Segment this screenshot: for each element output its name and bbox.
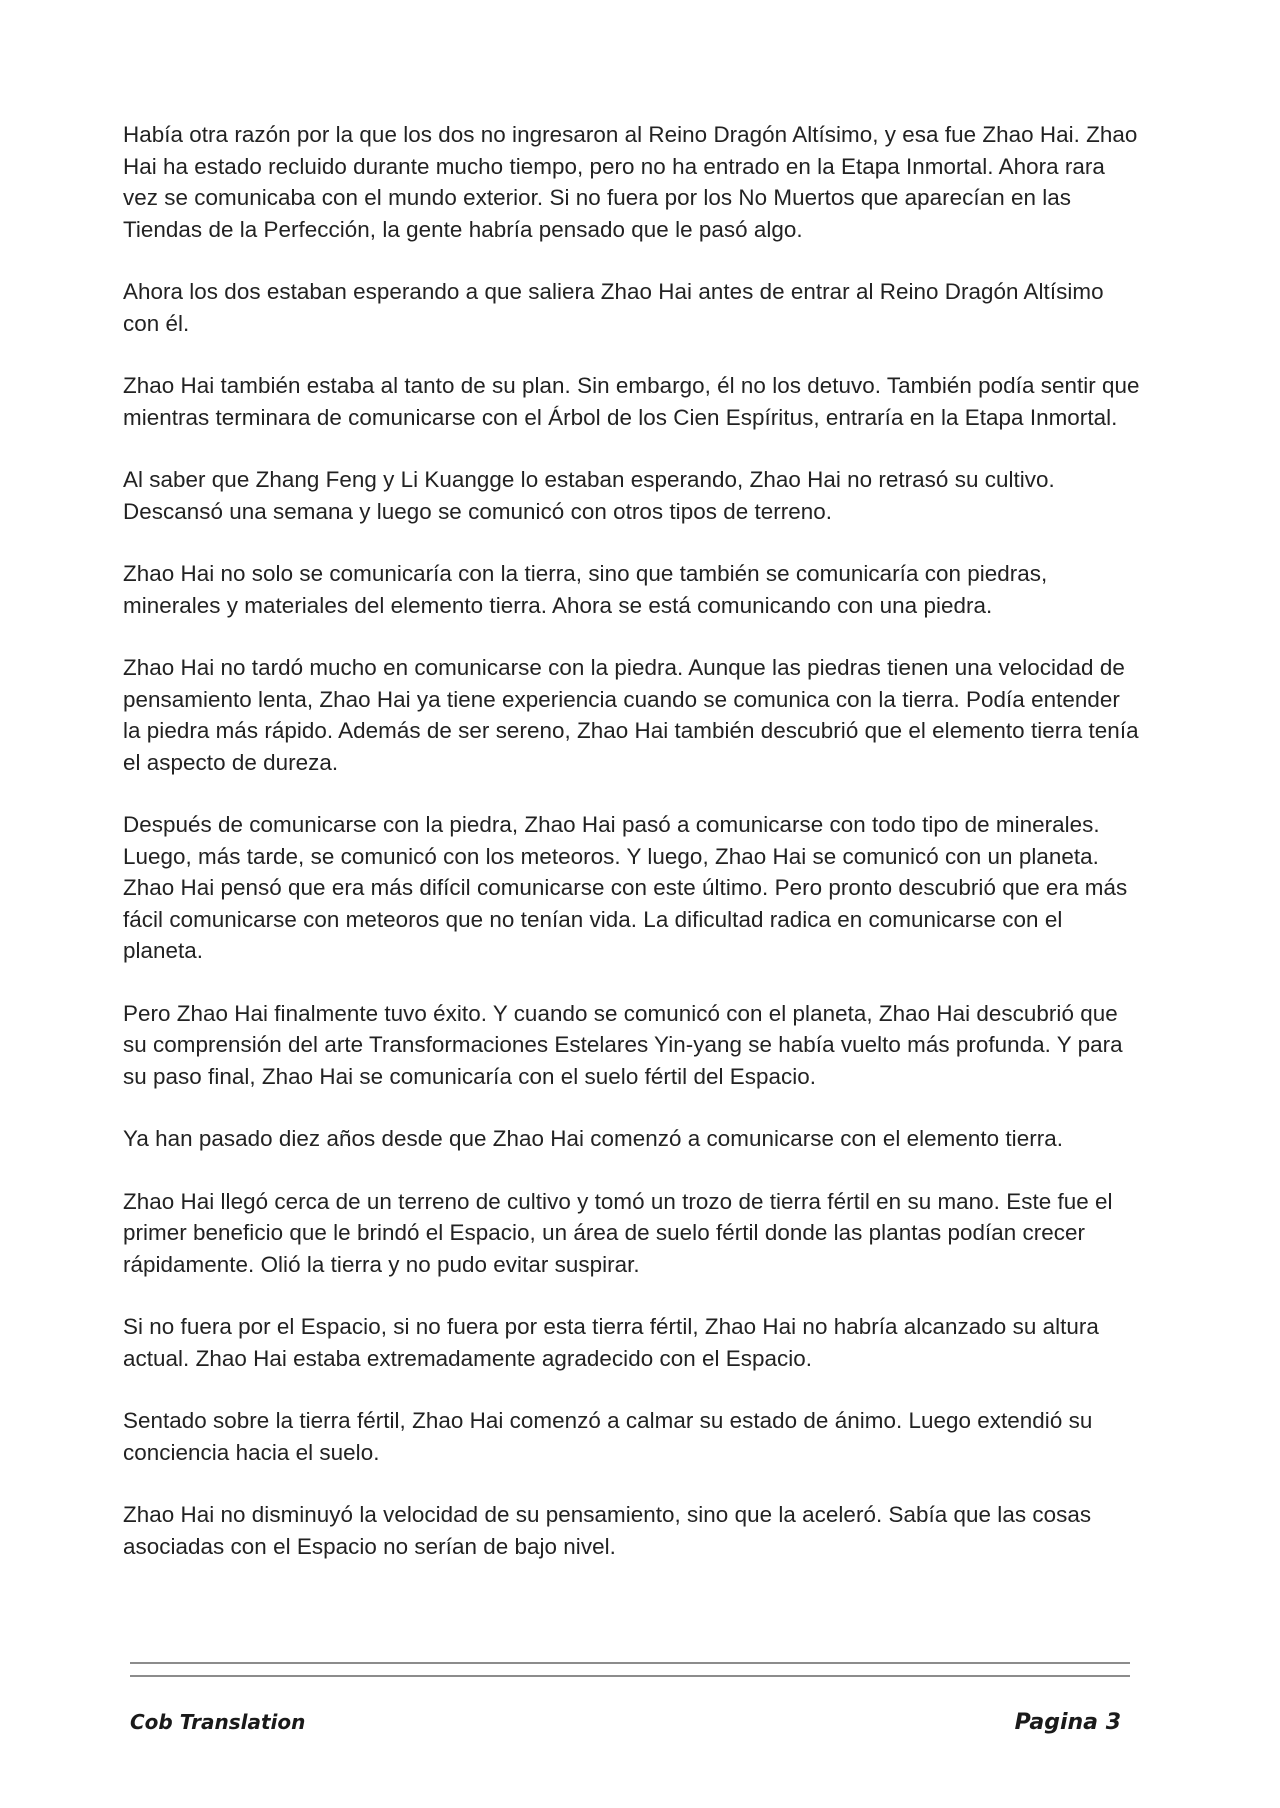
paragraph: Zhao Hai llegó cerca de un terreno de cultivo y tomó un trozo de tierra fértil en su mano. Este fue el primer beneficio que le brindó el Espacio, un área de suelo fértil donde las plantas podían crecer rápidamente. Olió la tierra y no pudo evitar suspirar.: [123, 1188, 1113, 1277]
footer-rule-top: [130, 1662, 1130, 1664]
document-body: [123, 119, 1143, 1593]
paragraph: Sentado sobre la tierra fértil, Zhao Hai comenzó a calmar su estado de ánimo. Luego extendió su conciencia hacia el suelo.: [123, 1408, 1093, 1465]
paragraph: Había otra razón por la que los dos no ingresaron al Reino Dragón Altísimo, y esa fue Zhao Hai. Zhao Hai ha estado recluido durante mucho tiempo, pero no ha entrado en la Etapa Inmortal. Ahora rara vez se comunicaba con el mundo exterior. Si no fuera por los No Muertos que aparecían en las Tiendas de la Perfección, la gente habría pensado que le pasó algo.: [123, 122, 1138, 242]
paragraph: Ahora los dos estaban esperando a que saliera Zhao Hai antes de entrar al Reino Dragón Altísimo con él.: [123, 279, 1104, 336]
paragraph: Después de comunicarse con la piedra, Zhao Hai pasó a comunicarse con todo tipo de minerales. Luego, más tarde, se comunicó con los meteoros. Y luego, Zhao Hai se comunicó con un planeta. Zhao Hai pensó que era más difícil comunicarse con este último. Pero pronto descubrió que era más fácil comunicarse con meteoros que no tenían vida. La dificultad radica en comunicarse con el planeta.: [123, 812, 1128, 963]
paragraph: Zhao Hai no solo se comunicaría con la tierra, sino que también se comunicaría con piedras, minerales y materiales del elemento tierra. Ahora se está comunicando con una piedra.: [123, 561, 1048, 618]
paragraph: Zhao Hai también estaba al tanto de su plan. Sin embargo, él no los detuvo. También podía sentir que mientras terminara de comunicarse con el Árbol de los Cien Espíritus, entraría en la Etapa Inmortal.: [123, 373, 1140, 430]
paragraph: Zhao Hai no disminuyó la velocidad de su pensamiento, sino que la aceleró. Sabía que las cosas asociadas con el Espacio no serían de bajo nivel.: [123, 1502, 1092, 1559]
paragraph: Si no fuera por el Espacio, si no fuera por esta tierra fértil, Zhao Hai no habría alcanzado su altura actual. Zhao Hai estaba extremadamente agradecido con el Espacio.: [123, 1314, 1099, 1371]
footer-publisher: Cob Translation: [130, 1710, 306, 1734]
footer-divider: [130, 1662, 1130, 1688]
footer-page-number: Pagina 3: [1014, 1710, 1121, 1735]
footer-rule-bottom: [130, 1675, 1130, 1677]
paragraph: Ya han pasado diez años desde que Zhao Hai comenzó a comunicarse con el elemento tierra.: [123, 1126, 1063, 1151]
paragraph: Pero Zhao Hai finalmente tuvo éxito. Y cuando se comunicó con el planeta, Zhao Hai descubrió que su comprensión del arte Transformaciones Estelares Yin-yang se había vuelto más profunda. Y para su paso final, Zhao Hai se comunicaría con el suelo fértil del Espacio.: [123, 1000, 1123, 1089]
paragraph: Al saber que Zhang Feng y Li Kuangge lo estaban esperando, Zhao Hai no retrasó su cultivo. Descansó una semana y luego se comunicó con otros tipos de terreno.: [123, 467, 1055, 524]
paragraph: Zhao Hai no tardó mucho en comunicarse con la piedra. Aunque las piedras tienen una velocidad de pensamiento lenta, Zhao Hai ya tiene experiencia cuando se comunica con la tierra. Podía entender la piedra más rápido. Además de ser sereno, Zhao Hai también descubrió que el elemento tierra tenía el aspecto de dureza.: [123, 655, 1139, 775]
